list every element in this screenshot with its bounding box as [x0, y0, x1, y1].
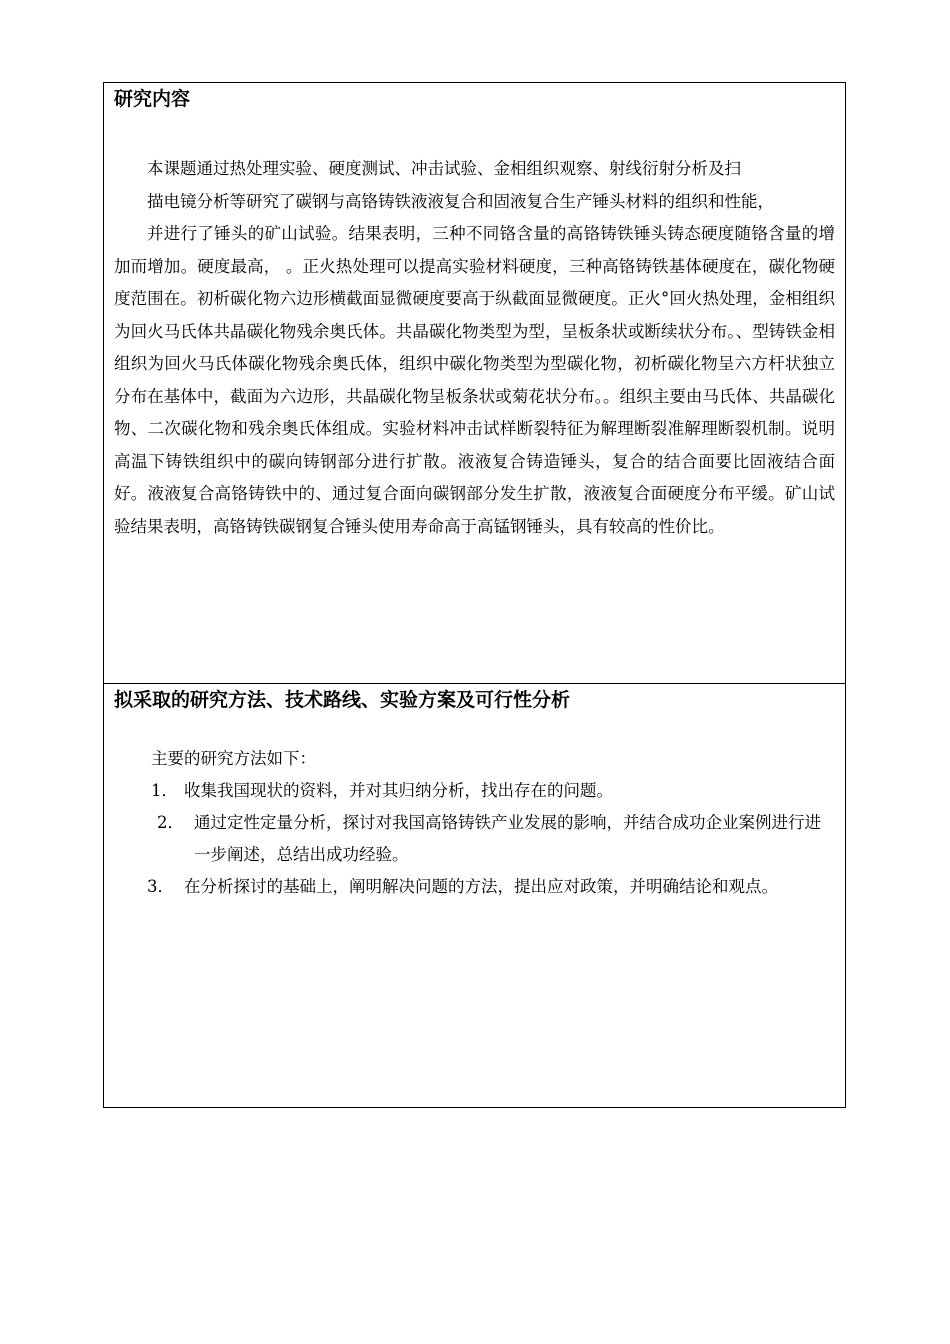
- list-item-text: 通过定性定量分析，探讨对我国高铬铸铁产业发展的影响，并结合成功企业案例进行进一步阐述，总结出成功经验。: [194, 813, 821, 864]
- research-method-heading: 拟采取的研究方法、技术路线、实验方案及可行性分析: [114, 689, 571, 711]
- list-item: [114, 871, 835, 903]
- research-content-heading: 研究内容: [114, 88, 191, 110]
- list-item-text: 在分析探讨的基础上，阐明解决问题的方法，提出应对政策，并明确结论和观点。: [184, 877, 778, 896]
- research-content-paragraph-2: 描电镜分析等研究了碳钢与高铬铸铁液液复合和固液复合生产锤头材料的组织和性能，: [147, 191, 774, 211]
- list-item: [114, 807, 835, 871]
- list-item: [114, 775, 835, 807]
- list-item-text: 收集我国现状的资料，并对其归纳分析，找出存在的问题。: [184, 781, 613, 800]
- research-content-paragraph-3: 并进行了锤头的矿山试验。结果表明，三种不同铬含量的高铬铸铁锤头铸态硬度随铬含量的增加而增加。硬度最高， 。正火热处理可以提高实验材料硬度，三种高铬铸铁基体硬度在，碳化物硬度范围在。初析碳化物六边形横截面显微硬度要高于纵截面显微硬度。正火°回火热处理，金相组织为回火马氏体共晶碳化物残余奥氏体。共晶碳化物类型为型，呈板条状或断续状分布。、型铸铁金相组织为回火马氏体碳化物残余奥氏体，组织中碳化物类型为型碳化物，初析碳化物呈六方杆状独立分布在基体中，截面为六边形，共晶碳化物呈板条状或菊花状分布。。组织主要由马氏体、共晶碳化物、二次碳化物和残余奥氏体组成。实验材料冲击试样断裂特征为解理断裂准解理断裂机制。说明高温下铸铁组织中的碳向铸钢部分进行扩散。液液复合铸造锤头，复合的结合面要比固液结合面好。液液复合高铬铸铁中的、通过复合面向碳钢部分发生扩散，液液复合面硬度分布平缓。矿山试验结果表明，高铬铸铁碳钢复合锤头使用寿命高于高锰钢锤头，具有较高的性价比。: [114, 224, 835, 536]
- list-item-number: 2．: [157, 813, 184, 832]
- list-item-number: 1．: [151, 781, 178, 800]
- proposal-table: [103, 82, 846, 1108]
- research-content-body: [114, 153, 835, 543]
- research-content-paragraph-1: 本课题通过热处理实验、硬度测试、冲击试验、金相组织观察、射线衍射分析及扫: [147, 159, 741, 178]
- research-method-cell: [104, 686, 845, 1107]
- research-method-intro: 主要的研究方法如下：: [151, 749, 316, 768]
- research-content-cell: [104, 85, 845, 684]
- list-item-number: 3．: [147, 877, 174, 896]
